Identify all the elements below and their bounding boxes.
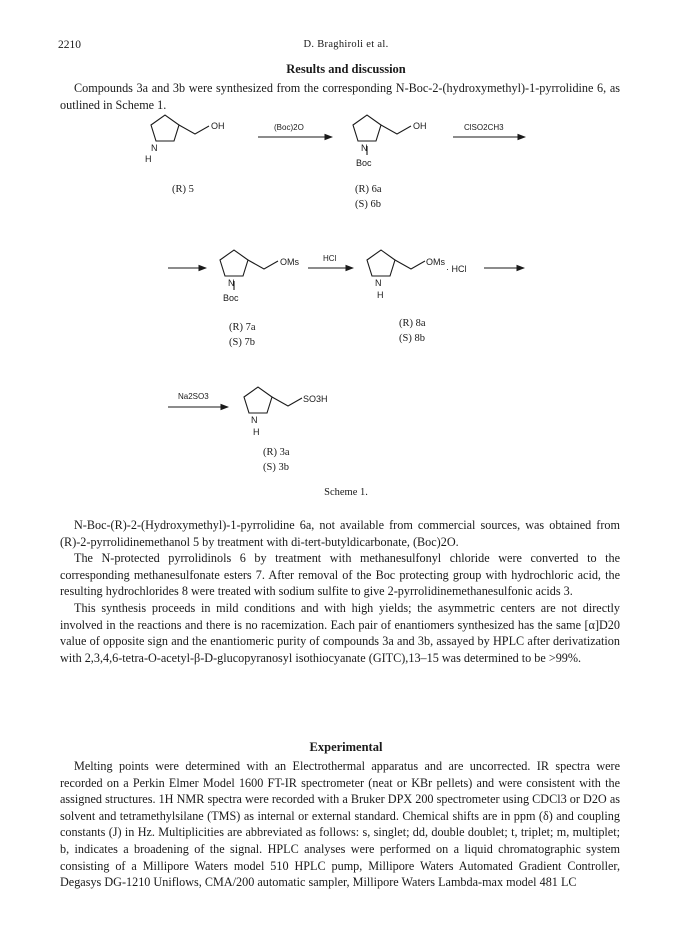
side-chain-7 [248,260,278,269]
atom-so3h-3: SO3H [303,394,328,404]
label-6b: (S) 6b [355,199,381,210]
discussion-paragraph-3: This synthesis proceeds in mild conditions and with high yields; the asymmetric centers are not directly involved in the reactions and there is no racemization. Each pair of enantiomers synthesized has the same [α]D20 value of opposite sign and the enantiomeric purity of compounds 3a and 3b, assayed by HPLC after derivatization with 2,3,4,6-tetra-O-acetyl-β-D-glucopyranosyl isothiocyanate (GITC),13–15 was determined to be >99%. [60,600,620,665]
label-7a: (R) 7a [229,322,256,333]
side-chain-5 [179,125,209,134]
intro-paragraph: Compounds 3a and 3b were synthesized from the corresponding N-Boc-2-(hydroxymethyl)-1-pyrrolidine 6, as outlined in Scheme 1. [60,81,620,112]
experimental-paragraph-1: Melting points were determined with an Electrothermal apparatus and are uncorrected. IR spectra were recorded on a Perkin Elmer Model 1600 FT-IR spectrometer (neat or KBr pellets) and were consistent with the assigned structures. 1H NMR spectra were recorded with a Bruker DPX 200 spectrometer using CDCl3 or D2O as solvent and tetramethylsilane (TMS) as internal or external standard. Chemical shifts are in ppm (δ) and coupling constants (J) in Hz. Multiplicities are abbreviated as follows: s, singlet; dd, double doublet; t, triplet; m, multiplet; b, indicates a broadening of the signal. HPLC analyses were performed on a liquid chromatographic system consisting of a Millipore Waters model 510 HPLC pump, Millipore Waters Automated Gradient Controller, Degasys DG-1210 Uniflows, CMA/200 automatic sampler, Millipore Waters Lambda-max model 481 LC [60,759,620,890]
discussion-paragraph-1: N-Boc-(R)-2-(Hydroxymethyl)-1-pyrrolidine 6a, not available from commercial sources, was obtained from (R)-2-pyrrolidinemethanol 5 by treatment with di-tert-butyldicarbonate, (Boc)2O. [60,518,620,549]
label-5 [172,182,194,197]
results-title: Results and discussion [286,62,406,76]
label-3a: (R) 3a [263,447,290,458]
pyrrolidine-ring-7 [220,250,248,276]
label-7 [229,320,256,350]
reagent-hcl: HCl [323,254,337,263]
atom-h-5: H [145,154,152,164]
atom-oms-8: OMs [426,257,445,267]
atom-n-3: N [251,415,258,425]
label-6 [355,182,382,212]
reagent-boc2o: (Boc)2O [274,123,304,132]
label-6a: (R) 6a [355,184,382,195]
side-chain-6 [381,125,411,134]
atom-oms-7: OMs [280,257,299,267]
reagent-na2so3: Na2SO3 [178,392,209,401]
reagent-mscl: ClSO2CH3 [464,123,504,132]
atom-n-8: N [375,278,382,288]
atom-h-3: H [253,427,260,437]
atom-hcl-salt-8: · HCl [446,264,467,274]
atom-n-7: N [228,278,235,288]
pyrrolidine-ring-5 [151,115,179,141]
label-8a: (R) 8a [399,318,426,329]
discussion-paragraph-2: The N-protected pyrrolidinols 6 by treatment with methanesulfonyl chloride were converted to the corresponding methanesulfonate esters 7. After removal of the Boc protecting group with hydrochloric acid, the resulting hydrochlorides 8 were treated with sodium sulfite to give 2-pyrrolidinemethanesulfonic acids 3. [60,551,620,599]
scheme-1 [0,100,692,510]
atom-oh-5: OH [211,121,225,131]
scheme-caption: Scheme 1. [324,487,368,498]
label-3 [263,445,290,475]
label-8 [399,316,426,346]
page-number: 2210 [58,39,81,51]
label-5-line: (R) 5 [172,184,194,195]
pyrrolidine-ring-6 [353,115,381,141]
pyrrolidine-ring-3 [244,387,272,413]
atom-oh-6: OH [413,121,427,131]
label-3b: (S) 3b [263,462,289,473]
atom-boc-7: Boc [223,293,239,303]
side-chain-3 [272,397,302,406]
side-chain-8 [395,260,425,269]
pyrrolidine-ring-8 [367,250,395,276]
discussion-body [60,517,620,666]
experimental-title: Experimental [309,740,383,754]
atom-n-6: N [361,143,368,153]
running-head: D. Braghiroli et al. [303,39,389,50]
atom-boc-6: Boc [356,158,372,168]
atom-n-5: N [151,143,158,153]
scheme-drawing [0,100,692,510]
experimental-body [60,758,620,891]
label-8b: (S) 8b [399,333,425,344]
atom-h-8: H [377,290,384,300]
label-7b: (S) 7b [229,337,255,348]
